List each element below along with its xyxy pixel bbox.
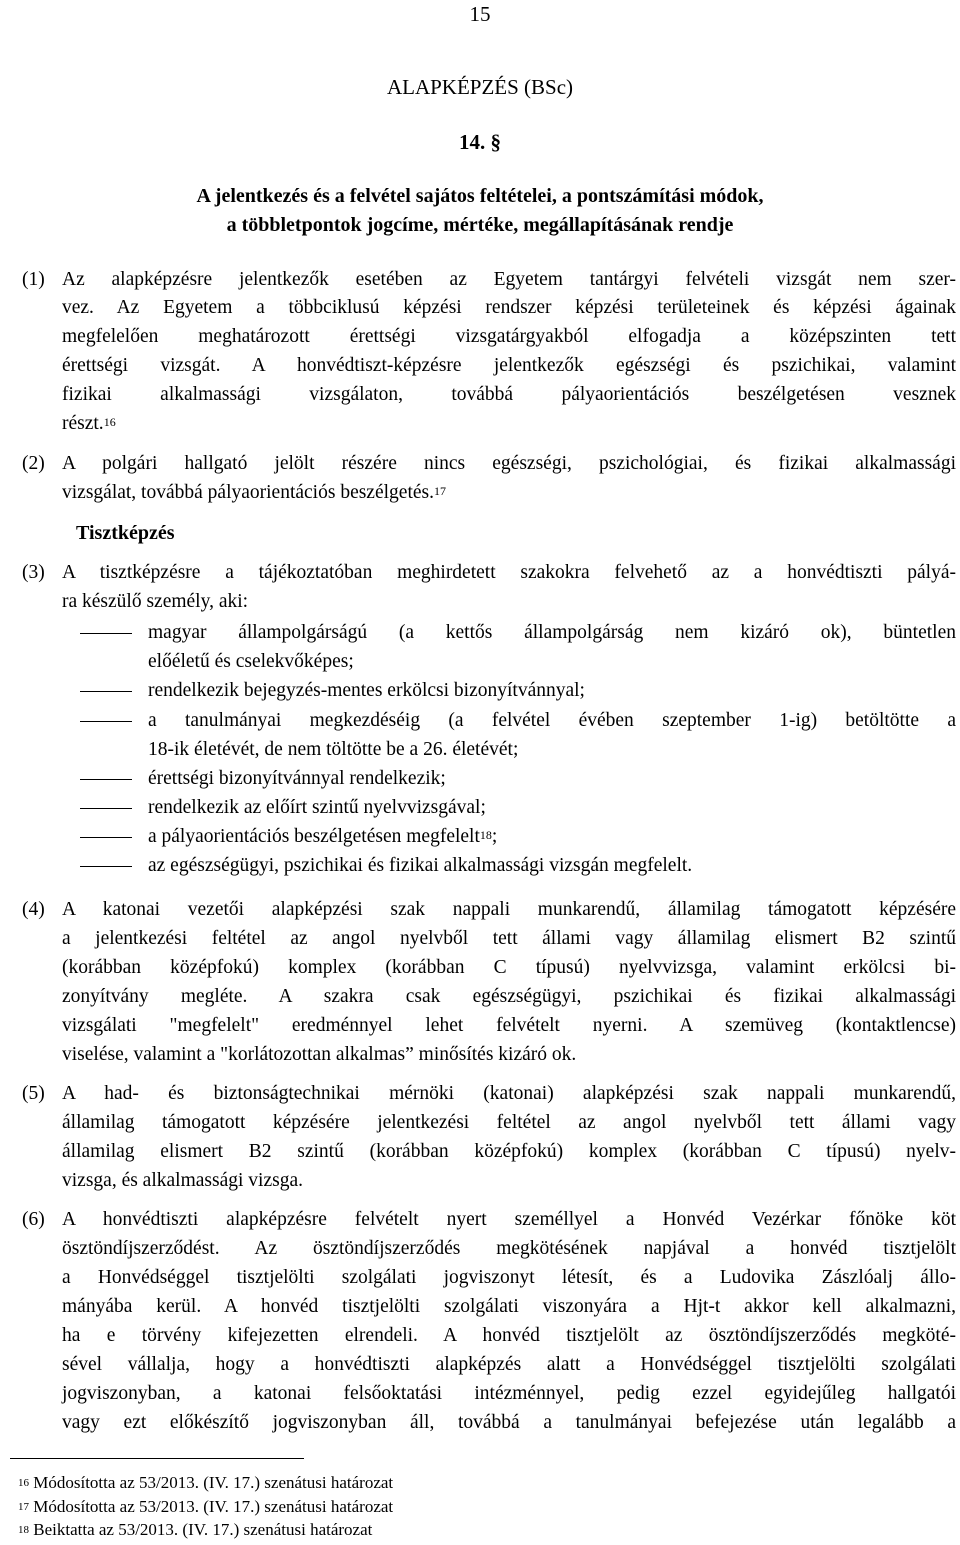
paragraph-5-line: államilag támogatott képzésére jelentkezési feltétel az angol nyelvből tett állami vagy bbox=[62, 1112, 956, 1133]
bullet-dash bbox=[80, 633, 132, 634]
paragraph-6-line: mányába kerül. A honvéd tisztjelölti szolgálati viszonyára a Hjt-t akkor kell alkalmazni, bbox=[62, 1296, 956, 1317]
paragraph-3-number: (3) bbox=[22, 562, 45, 583]
page-title: ALAPKÉPZÉS (BSc) bbox=[386, 75, 574, 99]
bullet-item-cont: 18-ik életévét, de nem töltötte be a 26. életévét; bbox=[148, 739, 519, 760]
page-number: 15 bbox=[469, 2, 491, 26]
bullet-dash bbox=[80, 866, 132, 867]
footnote-text: Módosította az 53/2013. (IV. 17.) szenátusi határozat bbox=[33, 1497, 394, 1516]
bullet-item: az egészségügyi, pszichikai és fizikai alkalmassági vizsgán megfelelt. bbox=[148, 855, 693, 876]
footnote-marker: 18 bbox=[18, 1524, 29, 1536]
paragraph-1-line: megfelelően meghatározott érettségi vizsgatárgyakból elfogadja a középszinten tett bbox=[62, 326, 956, 347]
paragraph-4-line: A katonai vezetői alapképzési szak nappali munkarendű, államilag támogatott képzésére bbox=[62, 899, 956, 920]
paragraph-6-line: A honvédtiszti alapképzésre felvételt nyert személlyel a Honvéd Vezérkar főnöke köt bbox=[62, 1209, 956, 1230]
bullet-dash bbox=[80, 808, 132, 809]
bullet-item-cont: előéletű és cselekvőképes; bbox=[148, 651, 354, 672]
bullet-item: rendelkezik bejegyzés-mentes erkölcsi bizonyítvánnyal; bbox=[148, 680, 585, 701]
paragraph-6-line: ösztöndíjszerződést. Az ösztöndíjszerződés megkötésének napjával a honvéd tisztjelölt bbox=[62, 1238, 956, 1259]
bullet-item: érettségi bizonyítvánnyal rendelkezik; bbox=[148, 768, 446, 789]
paragraph-6-line: ha e törvény kifejezetten elrendeli. A honvéd tisztjelölt az ösztöndíjszerződés megköté- bbox=[62, 1325, 956, 1346]
paragraph-6-number: (6) bbox=[22, 1209, 45, 1230]
footnote-ref-18: 18 bbox=[479, 828, 492, 842]
footnote-ref-17: 17 bbox=[433, 484, 446, 498]
bullet-text: a pályaorientációs beszélgetésen megfelelt bbox=[148, 826, 480, 847]
paragraph-6-line: vagy ezt előkészítő jogviszonyban áll, továbbá a tanulmányai befejezése után legalább a bbox=[62, 1412, 956, 1433]
footnote-separator bbox=[10, 1458, 304, 1459]
paragraph-5-line: államilag elismert B2 szintű (korábban középfokú) komplex (korábban C típusú) nyelv- bbox=[62, 1141, 956, 1162]
section-subtitle-line-1: A jelentkezés és a felvétel sajátos feltételei, a pontszámítási módok, bbox=[196, 185, 764, 207]
paragraph-1-line: érettségi vizsgát. A honvédtiszt-képzésre jelentkezők egészségi és pszichikai, valamint bbox=[62, 355, 956, 376]
paragraph-4-line: viselése, valamint a "korlátozottan alkalmas” minősítés kizáró ok. bbox=[62, 1044, 577, 1065]
paragraph-2-text: vizsgálat, továbbá pályaorientációs beszélgetés. bbox=[62, 482, 434, 503]
paragraph-1-line: Az alapképzésre jelentkezők esetében az Egyetem tantárgyi felvételi vizsgát nem szer- bbox=[62, 269, 956, 290]
bullet-dash bbox=[80, 779, 132, 780]
footnote-18 bbox=[18, 1519, 372, 1541]
section-number: 14. § bbox=[459, 130, 501, 154]
paragraph-3-line: ra készülő személy, aki: bbox=[62, 591, 249, 612]
paragraph-5-line: vizsga, és alkalmassági vizsga. bbox=[62, 1170, 303, 1191]
paragraph-1-line: fizikai alkalmassági vizsgálaton, továbbá pályaorientációs beszélgetésen vesznek bbox=[62, 384, 956, 405]
heading-tisztkepzes: Tisztképzés bbox=[76, 522, 175, 544]
footnote-ref-16: 16 bbox=[103, 415, 116, 429]
footnote-text: Beiktatta az 53/2013. (IV. 17.) szenátusi határozat bbox=[33, 1520, 373, 1539]
paragraph-1-number: (1) bbox=[22, 269, 45, 290]
footnote-text: Módosította az 53/2013. (IV. 17.) szenátusi határozat bbox=[33, 1473, 394, 1492]
paragraph-5-number: (5) bbox=[22, 1083, 45, 1104]
section-subtitle-line-2: a többletpontok jogcíme, mértéke, megállapításának rendje bbox=[226, 214, 734, 236]
footnote-marker: 16 bbox=[18, 1477, 29, 1489]
paragraph-1-text: részt. bbox=[62, 413, 104, 434]
paragraph-1-line: vez. Az Egyetem a többciklusú képzési rendszer képzési területeinek és képzési ágainak bbox=[62, 297, 956, 318]
paragraph-6-line: jogviszonyban, a katonai felsőoktatási intézménnyel, pedig ezzel egyidejűleg hallgatói bbox=[62, 1383, 956, 1404]
bullet-dash bbox=[80, 837, 132, 838]
paragraph-5-line: A had- és biztonságtechnikai mérnöki (katonai) alapképzési szak nappali munkarendű, bbox=[62, 1083, 956, 1104]
paragraph-2-number: (2) bbox=[22, 453, 45, 474]
footnote-17 bbox=[18, 1496, 393, 1518]
bullet-dash bbox=[80, 691, 132, 692]
paragraph-4-line: zonyítvány megléte. A szakra csak egészségügyi, pszichikai és fizikai alkalmassági bbox=[62, 986, 956, 1007]
paragraph-3-line: A tisztképzésre a tájékoztatóban meghirdetett szakokra felvehető az a honvédtiszti pályá- bbox=[62, 562, 956, 583]
paragraph-6-line: a Honvédséggel tisztjelölti szolgálati jogviszonyt létesít, és a Ludovika Zászlóalj állo- bbox=[62, 1267, 956, 1288]
paragraph-4-line: a jelentkezési feltétel az angol nyelvből tett állami vagy államilag elismert B2 szintű bbox=[62, 928, 956, 949]
paragraph-2-line: A polgári hallgató jelölt részére nincs egészségi, pszichológiai, és fizikai alkalmassági bbox=[62, 453, 956, 474]
bullet-item: rendelkezik az előírt szintű nyelvvizsgával; bbox=[148, 797, 486, 818]
bullet-text-end: ; bbox=[491, 826, 498, 847]
paragraph-4-number: (4) bbox=[22, 899, 45, 920]
paragraph-2-line-last bbox=[62, 479, 956, 507]
paragraph-4-line: (korábban középfokú) komplex (korábban C típusú) nyelvvizsga, valamint erkölcsi bi- bbox=[62, 957, 956, 978]
paragraph-1-line-last bbox=[62, 410, 956, 438]
bullet-item bbox=[148, 823, 956, 851]
footnote-marker: 17 bbox=[18, 1501, 29, 1513]
bullet-item: a tanulmányai megkezdéséig (a felvétel évében szeptember 1-ig) betöltötte a bbox=[148, 710, 956, 731]
footnote-16 bbox=[18, 1472, 393, 1494]
paragraph-6-line: sével vállalja, hogy a honvédtiszti alapképzés alatt a Honvédséggel tisztjelölti szolgálati bbox=[62, 1354, 956, 1375]
paragraph-4-line: vizsgálati "megfelelt" eredménnyel lehet felvételt nyerni. A szemüveg (kontaktlencse) bbox=[62, 1015, 956, 1036]
bullet-item: magyar állampolgárságú (a kettős állampolgárság nem kizáró ok), büntetlen bbox=[148, 622, 956, 643]
bullet-dash bbox=[80, 721, 132, 722]
